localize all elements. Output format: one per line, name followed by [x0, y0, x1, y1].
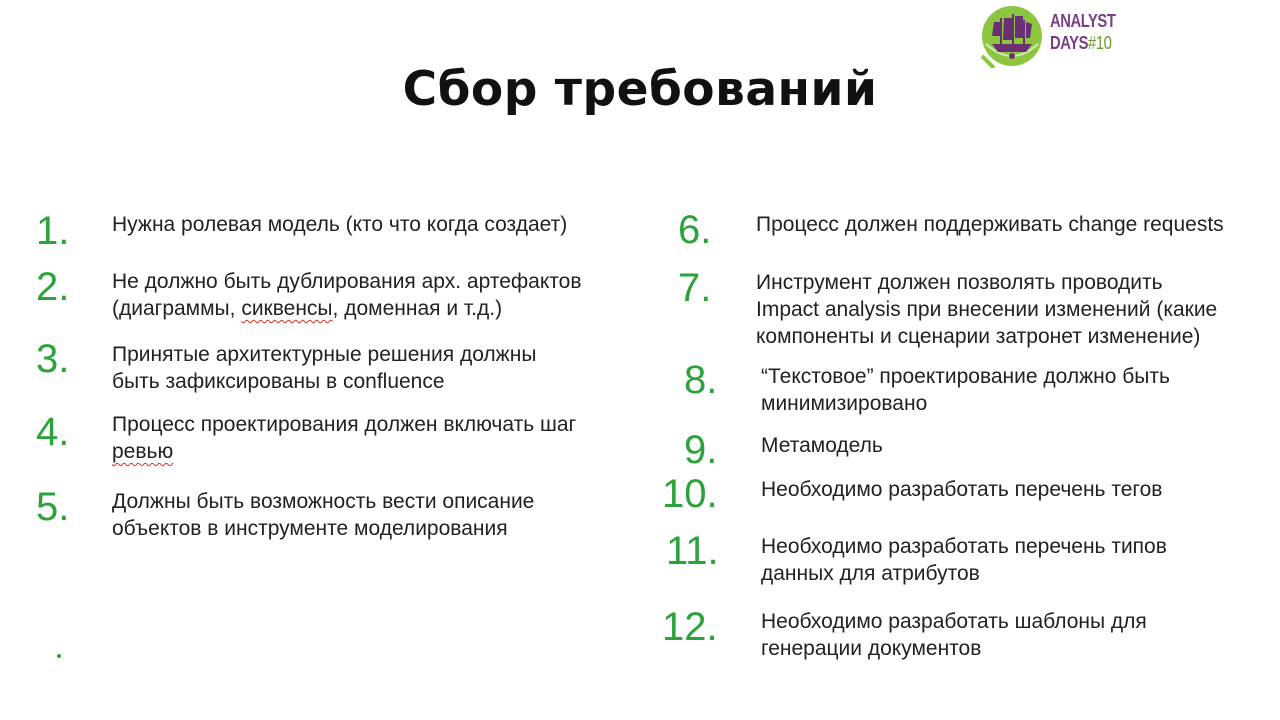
slide-title: Сбор требований	[402, 62, 878, 117]
requirement-text: Процесс проектирования должен включать шаг ревью	[112, 413, 577, 463]
requirement-text: Инструмент должен позволять проводить Impact analysis при внесении изменений (какие компоненты и сценарии затронет изменение)	[756, 271, 1218, 348]
spellcheck-word: сиквенсы	[241, 297, 333, 320]
requirement-number: 9.	[684, 428, 718, 472]
logo-line-2	[1050, 32, 1115, 54]
logo-days: DAYS	[1050, 33, 1089, 53]
requirement-text: Процесс должен поддерживать change requests	[756, 213, 1224, 236]
requirement-number: 11.	[666, 529, 719, 573]
requirement-text: Метамодель	[761, 434, 883, 457]
requirement-number: 5.	[36, 485, 70, 529]
requirement-text: Не должно быть дублирования арх. артефактов (диаграммы, сиквенсы, доменная и т.д.)	[112, 270, 582, 320]
requirement-number: 6.	[678, 208, 712, 252]
requirement-number: 4.	[36, 410, 70, 454]
requirement-text: Необходимо разработать шаблоны для генерации документов	[761, 610, 1147, 660]
requirement-text: Необходимо разработать перечень тегов	[761, 478, 1163, 501]
logo-edition: #10	[1088, 33, 1112, 53]
requirement-text: Должны быть возможность вести описание объектов в инструменте моделирования	[112, 490, 535, 540]
requirement-text: Необходимо разработать перечень типов данных для атрибутов	[761, 535, 1167, 585]
requirement-number: 10.	[662, 472, 718, 516]
spellcheck-word: ревью	[112, 440, 174, 463]
requirement-number: 1.	[36, 209, 70, 253]
requirement-number: 12.	[662, 605, 718, 649]
requirement-text: Нужна ролевая модель (кто что когда создает)	[112, 213, 568, 236]
requirement-text: Принятые архитектурные решения должны быть зафиксированы в confluence	[112, 343, 537, 393]
requirement-number: 8.	[684, 358, 718, 402]
requirement-number: 2.	[36, 265, 70, 309]
requirement-number: 7.	[678, 266, 712, 310]
logo-wordmark	[1050, 10, 1115, 54]
stray-dot	[57, 654, 61, 658]
logo-line-1: ANALYST	[1050, 11, 1116, 31]
ship-emblem-icon	[980, 4, 1044, 68]
analyst-days-logo	[978, 2, 1118, 72]
requirement-number: 3.	[36, 337, 70, 381]
requirement-text: “Текстовое” проектирование должно быть минимизировано	[761, 365, 1170, 415]
